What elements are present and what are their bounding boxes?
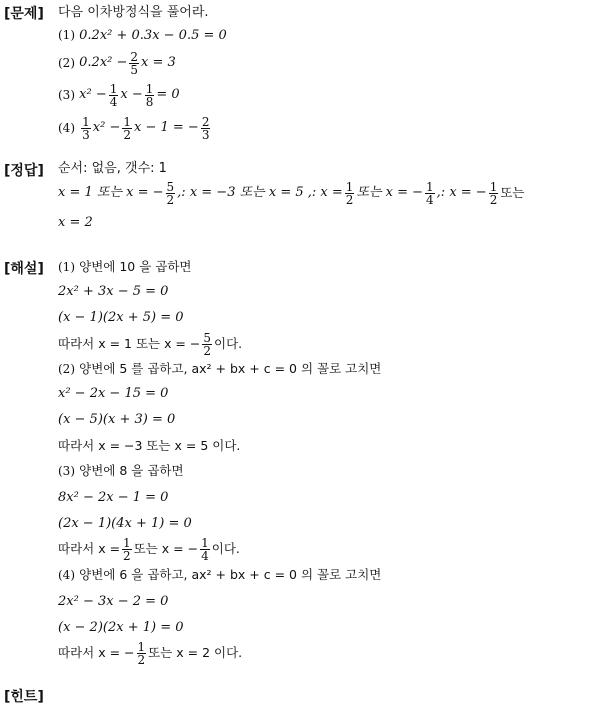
solution-text: 이다.: [211, 541, 240, 556]
problem-intro: 다음 이차방정식을 풀어라.: [58, 5, 209, 20]
solution-3-eq1: 8x² − 2x − 1 = 0: [58, 490, 169, 505]
fraction: $\frac{5}{2}$: [166, 179, 175, 207]
solution-text: 이다.: [214, 336, 243, 351]
answer-order-count: 순서: 없음, 갯수: 1: [58, 161, 167, 176]
solution-1-eq1: 2x² + 3x − 5 = 0: [58, 284, 169, 299]
equation-part: = 0: [156, 87, 180, 102]
problem-item-4: [58, 112, 212, 144]
solution-3-eq2: (2x − 1)(4x + 1) = 0: [58, 516, 192, 531]
solution-4-eq1: 2x² − 3x − 2 = 0: [58, 594, 169, 609]
solution-text: 양변에 8 을 곱하면: [79, 463, 184, 478]
solution-2-eq2: (x − 5)(x + 3) = 0: [58, 412, 176, 427]
fraction: $\frac{1}{4}$: [426, 179, 434, 207]
fraction: $\frac{1}{4}$: [109, 81, 118, 109]
solution-text: 따라서 x =: [58, 541, 121, 556]
solution-1-eq2: (x − 1)(2x + 5) = 0: [58, 310, 184, 325]
hint-label: [힌트]: [4, 689, 44, 705]
equation-part: x² −: [92, 120, 121, 135]
answer-part: ,: x = −: [436, 185, 487, 200]
answer-part: 또는: [500, 185, 525, 200]
equation-part: x −: [120, 87, 143, 102]
fraction: $\frac{2}{5}$: [130, 49, 139, 77]
solution-text: 양변에 5 를 곱하고, ax² + bx + c = 0 의 꼴로 고치면: [79, 361, 382, 376]
fraction: $\frac{1}{2}$: [137, 639, 146, 667]
equation-part: x − 1 = −: [134, 120, 199, 135]
problem-item-1: [58, 27, 227, 44]
problem-item-3: [58, 80, 180, 110]
solution-2-conclusion: 따라서 x = −3 또는 x = 5 이다.: [58, 438, 241, 453]
solution-3-head: [58, 463, 184, 480]
item-number: (3): [58, 88, 75, 102]
equation-part: x² −: [79, 87, 107, 102]
solution-text: 따라서 x = 1 또는 x = −: [58, 336, 201, 351]
fraction: $\frac{1}{8}$: [145, 81, 154, 109]
item-number: (1): [58, 28, 75, 42]
fraction: $\frac{1}{2}$: [123, 114, 131, 142]
solution-2-head: [58, 361, 381, 378]
item-number: (3): [58, 464, 75, 478]
item-number: (4): [58, 568, 75, 582]
fraction: $\frac{1}{4}$: [201, 535, 209, 563]
item-number: (4): [58, 121, 75, 135]
answer-line-1: [58, 176, 525, 210]
solution-4-eq2: (x − 2)(2x + 1) = 0: [58, 620, 184, 635]
item-number: (1): [58, 260, 75, 274]
fraction: $\frac{1}{3}$: [82, 114, 90, 142]
solution-text: 또는 x = −: [133, 541, 199, 556]
problem-label: [문제]: [4, 6, 44, 22]
solution-text: 양변에 10 을 곱하면: [79, 259, 192, 274]
solution-1-head: [58, 259, 192, 276]
fraction: $\frac{2}{3}$: [201, 114, 210, 142]
solution-label: [해설]: [4, 261, 44, 277]
equation: 0.2x² + 0.3x − 0.5 = 0: [79, 28, 227, 43]
solution-text: 따라서 x = −: [58, 645, 135, 660]
fraction: $\frac{5}{2}$: [203, 330, 211, 358]
equation-part: x = 3: [141, 55, 176, 70]
answer-part: ,: x = −3 또는 x = 5 ,: x =: [177, 185, 343, 200]
solution-text: 또는 x = 2 이다.: [148, 645, 243, 660]
answer-label: [정답]: [4, 163, 44, 179]
answer-part: x = 1 또는 x = −: [58, 185, 164, 200]
fraction: $\frac{1}{2}$: [489, 179, 498, 207]
solution-4-head: [58, 567, 381, 584]
answer-line-2: x = 2: [58, 215, 93, 230]
solution-4-conclusion: [58, 636, 242, 670]
fraction: $\frac{1}{2}$: [123, 535, 131, 563]
answer-part: 또는 x = −: [356, 185, 424, 200]
item-number: (2): [58, 56, 75, 70]
solution-text: 양변에 6 을 곱하고, ax² + bx + c = 0 의 꼴로 고치면: [79, 567, 382, 582]
equation-part: 0.2x² −: [79, 55, 128, 70]
problem-item-2: [58, 48, 176, 78]
solution-2-eq1: x² − 2x − 15 = 0: [58, 386, 169, 401]
fraction: $\frac{1}{2}$: [345, 179, 354, 207]
solution-3-conclusion: [58, 532, 240, 566]
solution-1-conclusion: [58, 328, 242, 360]
item-number: (2): [58, 362, 75, 376]
